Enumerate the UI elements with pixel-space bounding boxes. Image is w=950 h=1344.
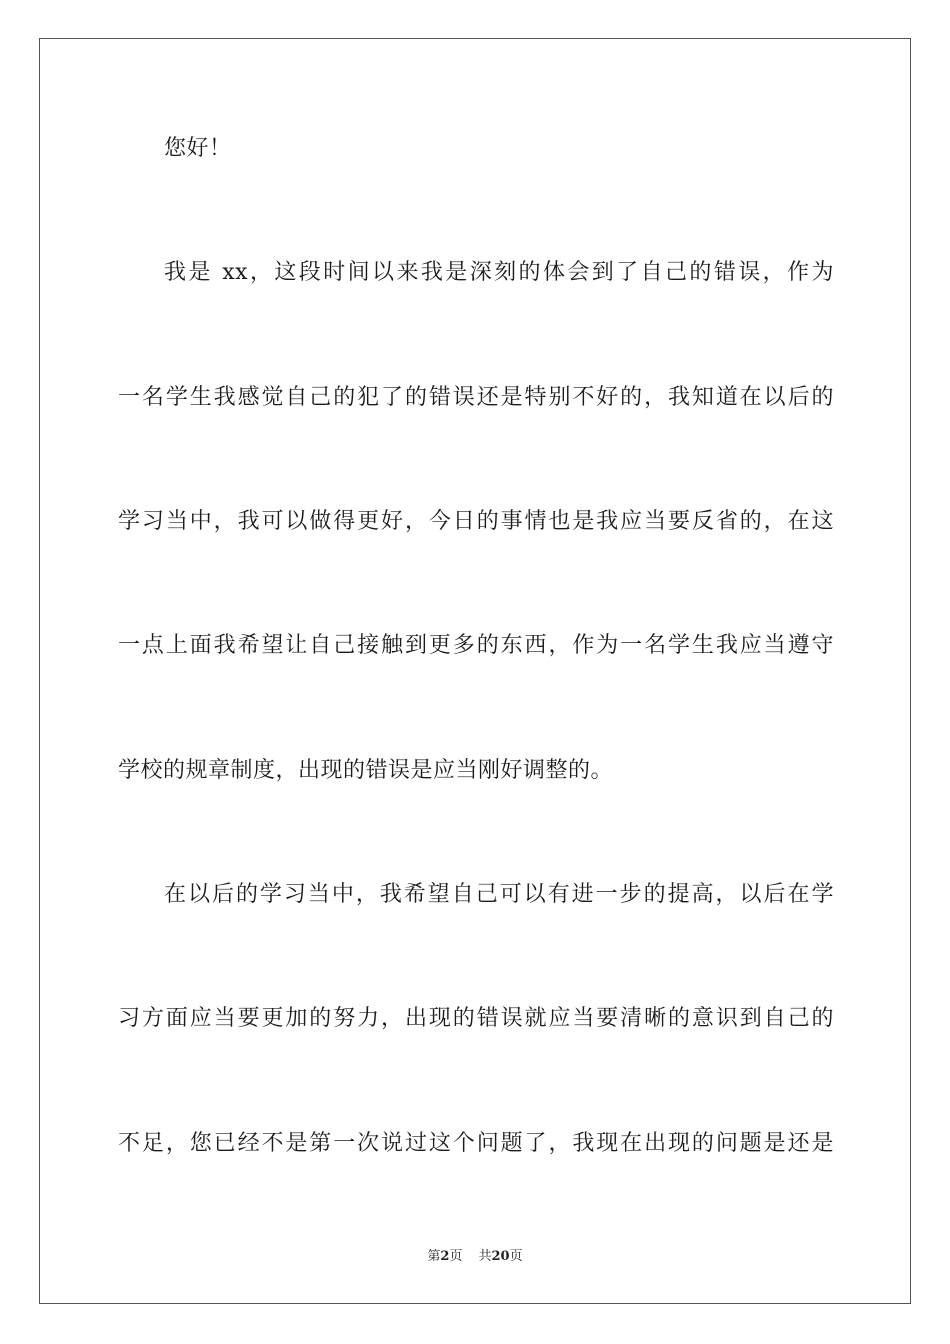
paragraph-line: 一名学生我感觉自己的犯了的错误还是特别不好的，我知道在以后的 — [118, 385, 834, 410]
total-pages: 20 — [491, 1249, 510, 1264]
paragraph-line: 学校的规章制度，出现的错误是应当刚好调整的。 — [118, 758, 614, 783]
page-footer — [0, 1248, 950, 1266]
page-number: 2 — [440, 1249, 450, 1264]
paragraph-line: 不足，您已经不是第一次说过这个问题了，我现在出现的问题是还是 — [118, 1131, 834, 1156]
paragraph-line: 一点上面我希望让自己接触到更多的东西，作为一名学生我应当遵守 — [118, 633, 834, 658]
paragraph-line: 在以后的学习当中，我希望自己可以有进一步的提高，以后在学 — [164, 882, 834, 907]
total-prefix: 共 — [478, 1249, 492, 1264]
page-frame — [39, 38, 911, 1304]
page-suffix: 页 — [449, 1249, 463, 1264]
paragraph-line: 习方面应当要更加的努力，出现的错误就应当要清晰的意识到自己的 — [118, 1006, 834, 1031]
greeting-line: 您好！ — [164, 136, 232, 161]
paragraph-line: 学习当中，我可以做得更好，今日的事情也是我应当要反省的，在这 — [118, 509, 834, 534]
total-suffix: 页 — [509, 1249, 523, 1264]
page-prefix: 第 — [427, 1249, 441, 1264]
paragraph-line: 我是 xx，这段时间以来我是深刻的体会到了自己的错误，作为 — [164, 260, 834, 285]
